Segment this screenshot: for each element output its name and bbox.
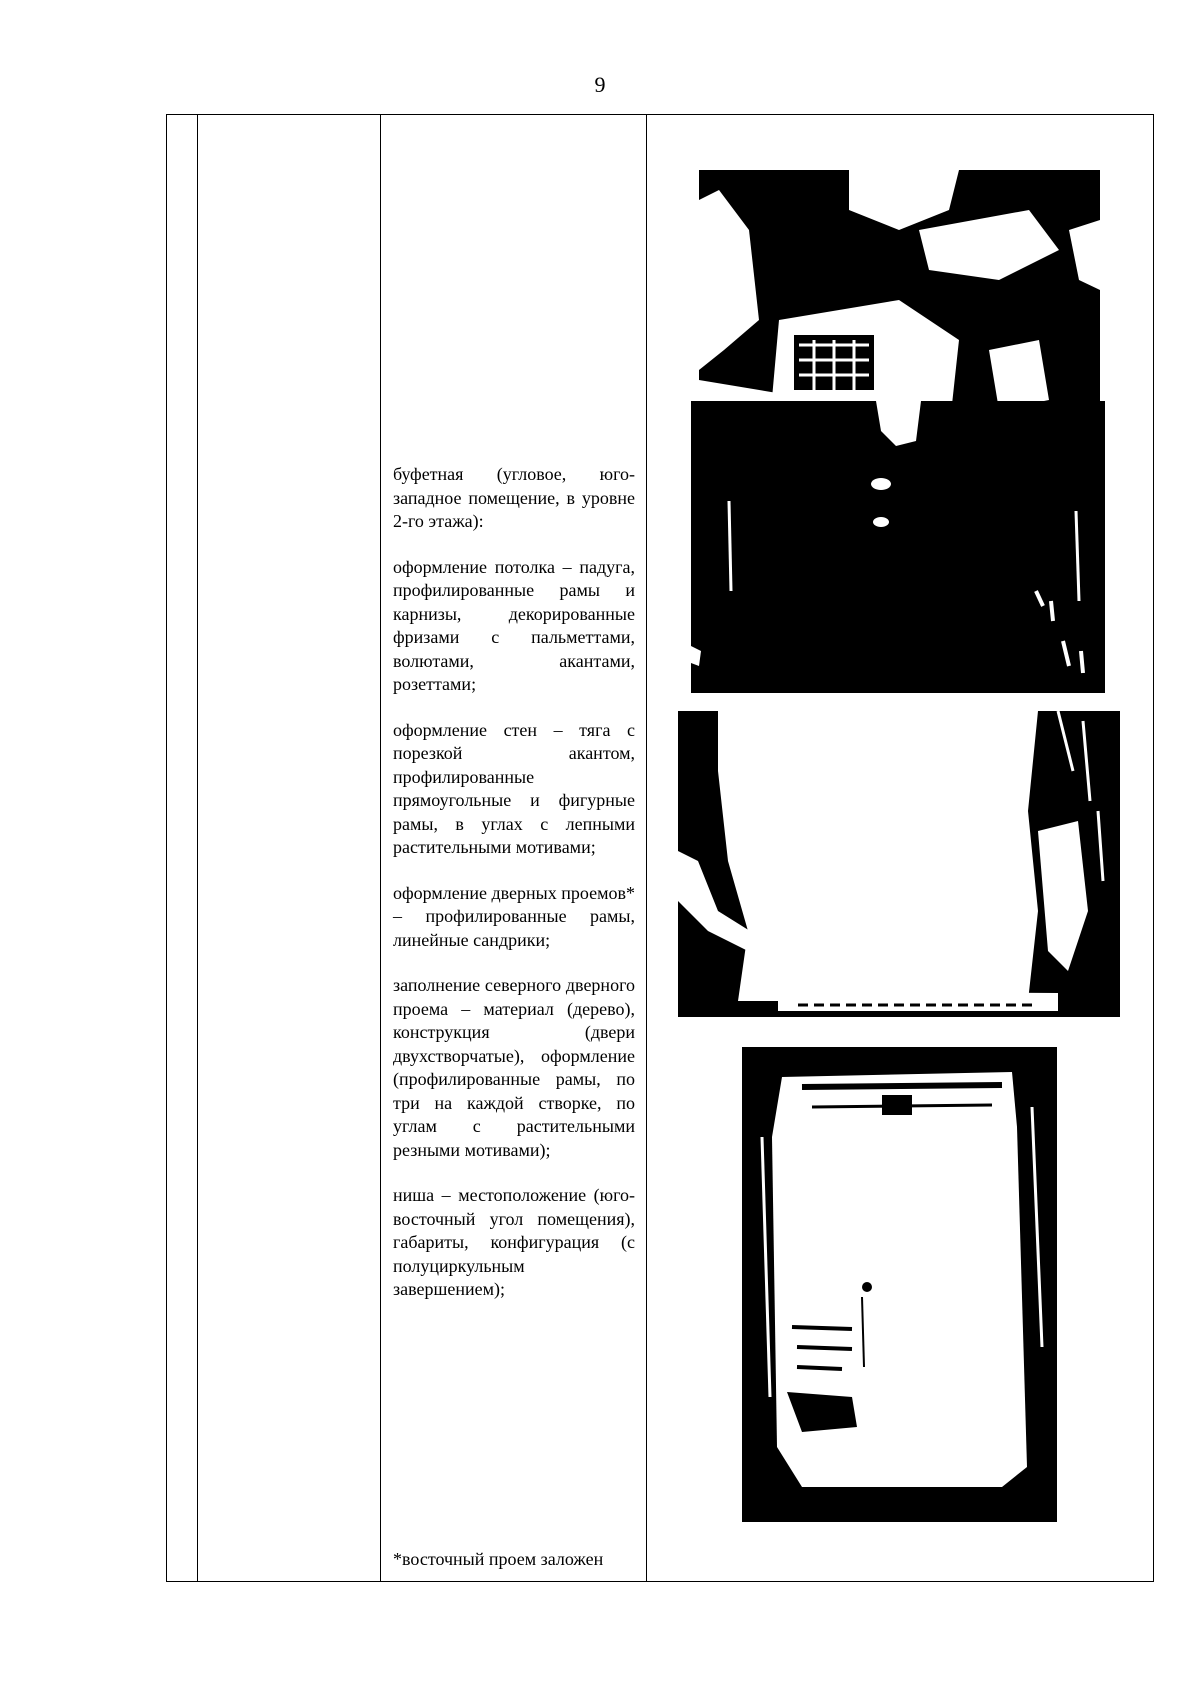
photo-ceiling-window <box>699 170 1100 432</box>
photo-dark-room <box>691 401 1105 693</box>
page-number: 9 <box>594 72 606 97</box>
photo-bright-wall <box>678 711 1120 1017</box>
document-table <box>166 114 1154 1582</box>
room-heading: буфетная (угловое, юго-западное помещение, в уровне 2-го этажа): <box>393 464 635 531</box>
ceiling-item: оформление потолка – падуга, профилированные рамы и карнизы, декорированные фризами с пальметтами, волютами, акантами, розеттами; <box>393 556 635 694</box>
photo-cell <box>647 115 1154 1582</box>
photo-dark-room-image <box>691 401 1105 693</box>
photo-door-image <box>742 1047 1057 1522</box>
photo-bright-wall-image <box>678 711 1120 1017</box>
doorways-item: оформление дверных проемов* – профилированные рамы, линейные сандрики; <box>393 882 636 950</box>
photo-door <box>742 1047 1057 1522</box>
niche-item: ниша – местоположение (юго-восточный угол помещения), габариты, конфигурация (с полуциркульным завершением); <box>393 1185 635 1299</box>
walls-item: оформление стен – тяга с порезкой акантом, профилированные прямоугольные и фигурные рамы, в углах с лепными растительными мотивами; <box>393 719 635 857</box>
photo-ceiling-window-image <box>699 170 1100 432</box>
table-row <box>167 115 1154 1582</box>
description-text <box>393 463 635 1324</box>
number-cell <box>167 115 198 1582</box>
footnote: *восточный проем заложен <box>393 1549 604 1569</box>
description-cell <box>381 115 647 1582</box>
object-name-cell <box>198 115 381 1582</box>
north-door-item: заполнение северного дверного проема – материал (дерево), конструкция (двери двухстворчатые), оформление (профилированные рамы, по три на каждой створке, по углам с растительными резными мотивами); <box>393 975 635 1160</box>
